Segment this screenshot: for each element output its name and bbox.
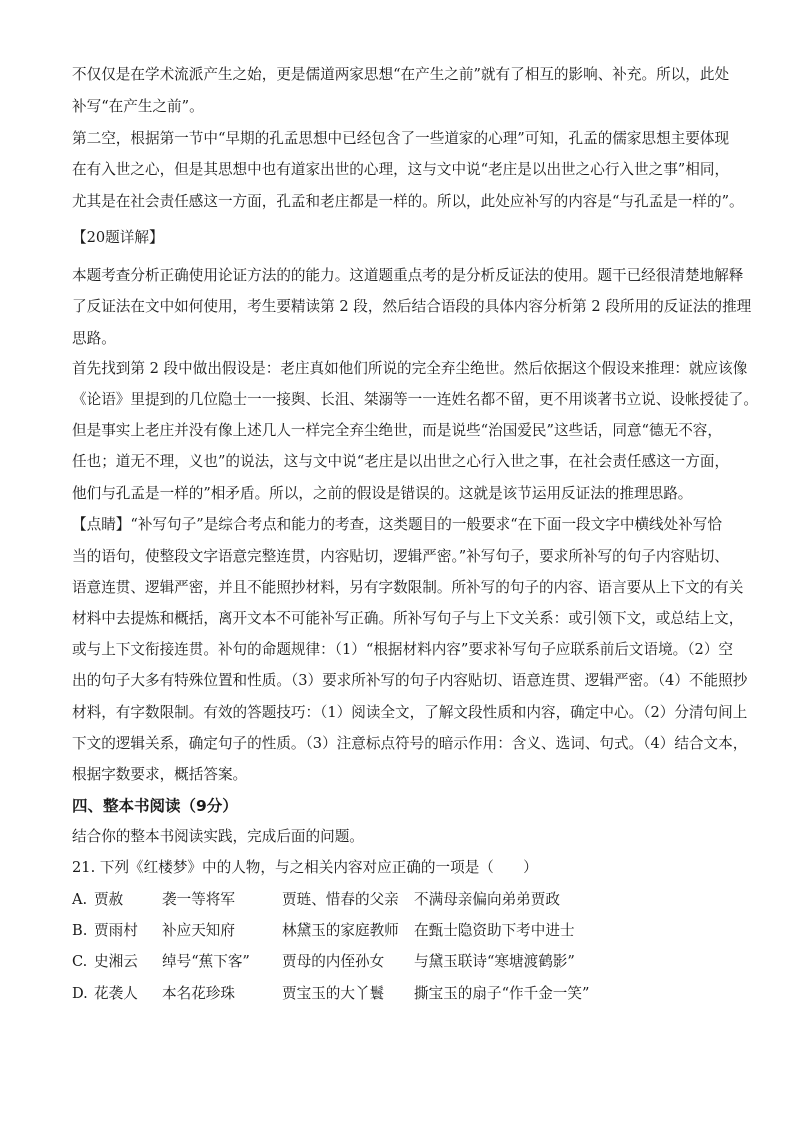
option-detail: 与黛玉联诗“寒塘渡鹤影” — [414, 953, 575, 970]
option-detail: 贾母的内侄孙女 — [282, 953, 385, 970]
key-point-line: 【点睛】“补写句子”是综合考点和能力的考查，这类题目的一般要求“在下面一段文字中横线处补写恰 — [72, 516, 722, 533]
option-detail: 不满母亲偏向弟弟贾政 — [414, 891, 560, 908]
option-detail: 本名花珍珠 — [162, 985, 235, 1002]
option-detail: 撕宝玉的扇子“作千金一笑” — [414, 985, 590, 1002]
text-line: 了反证法在文中如何使用，考生要精读第 2 段，然后结合语段的具体内容分析第 2 段所用的反证法的推理 — [72, 298, 752, 315]
text-line: 出的句子大多有特殊位置和性质。（3）要求所补写的句子内容贴切、语意连贯、逻辑严密。（4）不能照抄 — [72, 672, 748, 689]
text-line: 第二空，根据第一节中“早期的孔孟思想中已经包含了一些道家的心理”可知，孔孟的儒家思想主要体现 — [72, 130, 730, 147]
text-line: 补写“在产生之前”。 — [72, 98, 204, 115]
option-detail: 补应天知府 — [162, 922, 235, 939]
option-letter: C. — [72, 953, 88, 970]
option-detail: 袭一等将军 — [162, 891, 235, 908]
option-letter: B. — [72, 922, 88, 939]
option-character: 贾雨村 — [94, 922, 138, 939]
text-line: 下文的逻辑关系，确定句子的性质。（3）注意标点符号的暗示作用：含义、选词、句式。（4）结合文本， — [72, 735, 748, 752]
option-detail: 在甄士隐资助下考中进士 — [414, 922, 575, 939]
text-line: 尤其是在社会责任感这一方面，孔孟和老庄都是一样的。所以，此处应补写的内容是“与孔孟是一样的”。 — [72, 193, 744, 210]
text-line: 但是事实上老庄并没有像上述几人一样完全弃尘绝世，而是说些“治国爱民”这些话，同意“德无不容， — [72, 422, 722, 439]
text-line: 《论语》里提到的几位隐士一一接舆、长沮、桀溺等一一连姓名都不留，更不用谈著书立说、设帐授徒了。 — [72, 391, 758, 408]
option-detail: 绰号“蕉下客” — [162, 953, 250, 970]
text-line: 不仅仅是在学术流派产生之始，更是儒道两家思想“在产生之前”就有了相互的影响、补充。所以，此处 — [72, 66, 730, 83]
text-line: 当的语句，使整段文字语意完整连贯，内容贴切，逻辑严密。”补写句子，要求所补写的句子内容贴切、 — [72, 548, 729, 565]
answer-subheading: 【20题详解】 — [72, 229, 164, 246]
text-line: 任也；道无不理，义也”的说法，这与文中说“老庄是以出世之心行入世之事，在社会责任感这一方面， — [72, 453, 730, 470]
text-line: 或与上下文衔接连贯。补句的命题规律：（1）“根据材料内容”要求补写句子应联系前后文语境。（2）空 — [72, 641, 734, 658]
text-line: 材料，有字数限制。有效的答题技巧：（1）阅读全文，了解文段性质和内容，确定中心。（2）分清句间上 — [72, 704, 748, 721]
option-detail: 贾宝玉的大丫鬟 — [282, 985, 385, 1002]
text-line: 本题考查分析正确使用论证方法的的能力。这道题重点考的是分析反证法的使用。题干已经很清楚地解释 — [72, 267, 744, 284]
text-line: 他们与孔孟是一样的”相矛盾。所以，之前的假设是错误的。这就是该节运用反证法的推理思路。 — [72, 485, 693, 502]
instruction: 结合你的整本书阅读实践，完成后面的问题。 — [72, 828, 364, 845]
option-character: 花袭人 — [94, 985, 138, 1002]
text-line: 首先找到第 2 段中做出假设是：老庄真如他们所说的完全弃尘绝世。然后依据这个假设来推理：就应该像 — [72, 360, 748, 377]
text-line: 在有入世之心，但是其思想中也有道家出世的心理，这与文中说“老庄是以出世之心行入世之事”相同， — [72, 161, 730, 178]
section-heading: 四、整本书阅读（9分） — [72, 797, 238, 815]
option-letter: D. — [72, 985, 88, 1002]
option-detail: 林黛玉的家庭教师 — [282, 922, 399, 939]
text-line: 材料中去提炼和概括，离开文本不可能补写正确。所补写句子与上下文关系：或引领下文，或总结上文， — [72, 610, 744, 627]
text-line: 根据字数要求，概括答案。 — [72, 766, 248, 783]
option-detail: 贾琏、惜春的父亲 — [282, 891, 399, 908]
option-letter: A. — [72, 891, 88, 908]
option-character: 贾赦 — [94, 891, 124, 908]
question-21: 21. 下列《红楼梦》中的人物，与之相关内容对应正确的一项是（ ） — [72, 859, 538, 876]
text-line: 语意连贯、逻辑严密，并且不能照抄材料，另有字数限制。所补写的句子的内容、语言要从上下文的有关 — [72, 579, 744, 596]
text-line: 思路。 — [72, 330, 116, 347]
option-character: 史湘云 — [94, 953, 138, 970]
